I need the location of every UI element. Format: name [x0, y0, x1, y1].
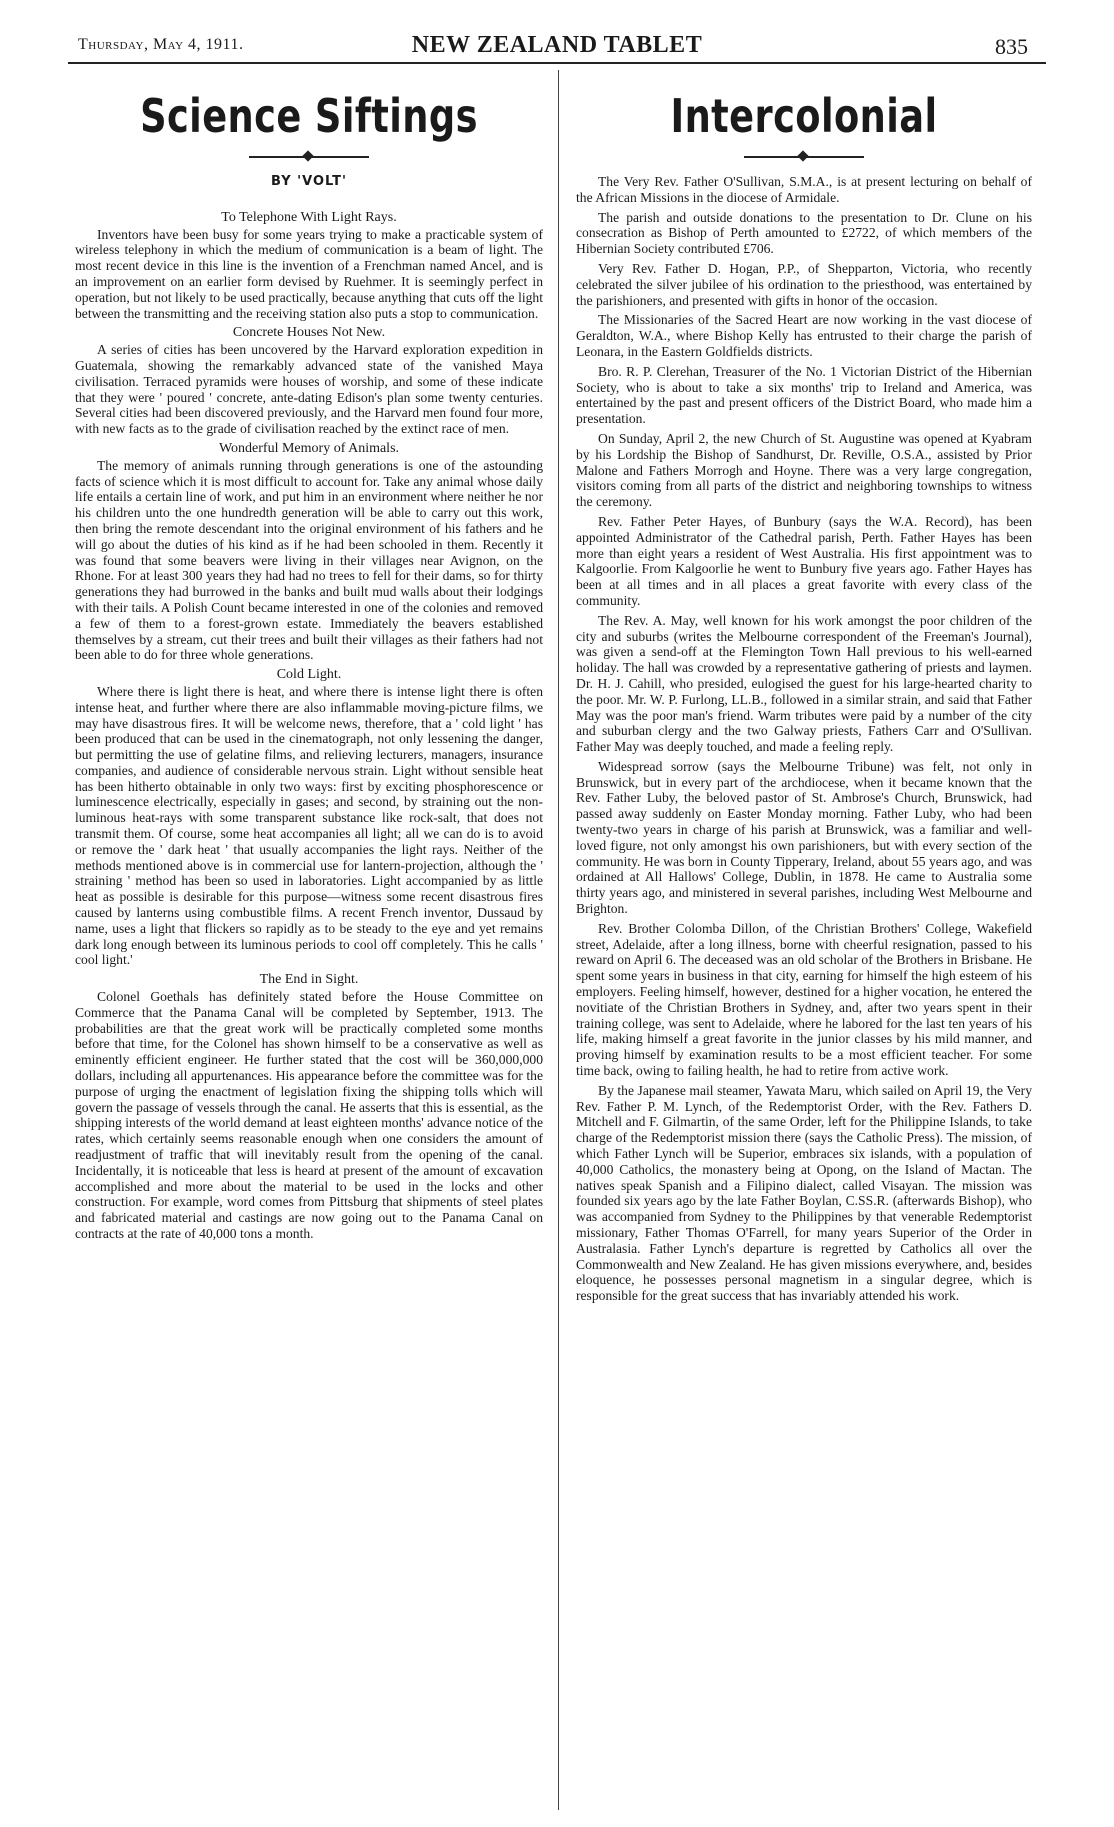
article-paragraph: Where there is light there is heat, and where there is intense light there is often intense heat, and further where there are also inflammable moving-picture films, we may have disastrous fires. It will be welcome news, therefore, that a ' cold light ' has been produced that can be used in the cinematograph, not only lessening the danger, but permitting the use of gelatine films, and relieving lecturers, managers, insurance companies, and audience of considerable nervous strain. Light without sensible heat has been hitherto obtainable in only two ways: first by exciting phosphorescence or luminescence electrically, especially in gases; and second, by straining out the non-luminous heat-rays with some transparent substance like rock-salt, that does not transmit them. Of course, some heat accompanies all light; all we can do is to avoid or remove the ' dark heat ' that usually accompanies the light rays. Neither of the methods mentioned above is in commercial use for lantern-projection, although the ' straining ' method has been so used in laboratories. Light accompanied by as little heat as possible is desirable for this purpose—witness some recent disastrous fires caused by lanterns using combustible films. A recent French inventor, Dussaud by name, uses a light that flickers so rapidly as to be steady to the eye and yet remains dark long enough between its luminous periods to cool off completely. This he calls ' cool light.' — [75, 683, 543, 968]
intercolonial-column — [576, 74, 1032, 1814]
news-item: On Sunday, April 2, the new Church of St. Augustine was opened at Kyabram by his Lordship the Bishop of Sandhurst, Dr. Reville, O.S.A., assisted by Prior Malone and Fathers Morrogh and Hoyne. There was a very large congregation, visitors coming from all parts of the district and neighboring townships to witness the ceremony. — [576, 430, 1032, 510]
science-siftings-column — [75, 74, 543, 1814]
ornament-divider — [249, 150, 369, 164]
news-item: Rev. Father Peter Hayes, of Bunbury (says the W.A. Record), has been appointed Administrator of the Cathedral parish, Perth. Father Hayes has been more than eight years a resident of West Australia. His first appointment was to Kalgoorlie. From Kalgoorlie he went to Bunbury five years ago. Father Hayes has been at all times and in all places a great favorite with every class of the community. — [576, 513, 1032, 608]
news-item: Widespread sorrow (says the Melbourne Tribune) was felt, not only in Brunswick, but in every part of the archdiocese, when it became known that the Rev. Father Luby, the beloved pastor of St. Ambrose's Church, Brunswick, had passed away suddenly on Easter Monday morning. Father Luby, who had been twenty-two years in charge of his parish at Brunswick, was a familiar and well-loved figure, not only amongst his own parishioners, but with every section of the community. He was born in County Tipperary, Ireland, about 55 years ago, and was ordained at All Hallows' College, Dublin, in 1878. He came to Australia some thirty years ago, and ministered in several parishes, including West Melbourne and Brighton. — [576, 758, 1032, 917]
section-title-intercolonial: Intercolonial — [670, 89, 938, 143]
column-divider — [558, 70, 559, 1810]
news-item: Bro. R. P. Clerehan, Treasurer of the No. 1 Victorian District of the Hibernian Society, who is about to take a six months' trip to Ireland and America, was entertained by the past and present officers of the District Board, who made him a presentation. — [576, 363, 1032, 427]
news-item: The parish and outside donations to the presentation to Dr. Clune on his consecration as Bishop of Perth amounted to £2722, of which members of the Hibernian Society contributed £706. — [576, 209, 1032, 257]
header-title: NEW ZEALAND TABLET — [411, 32, 703, 58]
ornament-divider — [744, 150, 864, 164]
subheading-cold-light: Cold Light. — [276, 667, 342, 683]
subheading-telephone: To Telephone With Light Rays. — [221, 209, 397, 225]
article-paragraph: Inventors have been busy for some years trying to make a practicable system of wireless telephony in which the medium of communication is a beam of light. The most recent device in this line is the invention of a Frenchman named Ancel, and is an improvement on an earlier form devised by Ruehmer. It is seemingly perfect in operation, but not likely to be used practically, because anything that cuts off the light between the transmitting and the receiving station also puts a stop to communication. — [75, 226, 543, 321]
subheading-memory: Wonderful Memory of Animals. — [218, 440, 400, 456]
section-title-science-siftings: Science Siftings — [140, 89, 478, 143]
header-rule — [68, 62, 1046, 64]
news-item: Very Rev. Father D. Hogan, P.P., of Shepparton, Victoria, who recently celebrated the silver jubilee of his ordination to the priesthood, was entertained by the parishioners, and presented with gifts in honor of the occasion. — [576, 260, 1032, 308]
article-paragraph: A series of cities has been uncovered by the Harvard exploration expedition in Guatemala, showing the remarkably advanced state of the vanished Maya civilisation. Terraced pyramids were houses of worship, and some of these indicate that they were ' poured ' concrete, ante-dating Edison's plan some twenty centuries. Several cities had been discovered previously, and the Harvard men found four more, with new facts as to the grade of civilisation reached by the extinct race of men. — [75, 342, 543, 437]
page-number: 835 — [995, 34, 1028, 59]
news-item: By the Japanese mail steamer, Yawata Maru, which sailed on April 19, the Very Rev. Father P. M. Lynch, of the Redemptorist Order, with the Rev. Fathers D. Mitchell and F. Gilmartin, of the same Order, left for the Philippine Islands, to take charge of the Redemptorist mission there (says the Catholic Press). The mission, of which Father Lynch will be Superior, embraces six islands, with a population of 40,000 Catholics, the monastery being at Opong, on the Island of Mactan. The natives speak Spanish and a Filipino dialect, called Visayan. The mission was founded six years ago by the late Father Boylan, C.SS.R. (afterwards Bishop), who was accompanied from Sydney to the Philippines by that venerable Redemptorist missionary, Father Thomas O'Farrell, for many years Superior of the Order in Australasia. Father Lynch's departure is regretted by Catholics all over the Commonwealth and New Zealand. He has given missions everywhere, and, besides eloquence, he possesses personal magnetism in a singular degree, which is responsible for the great success that has invariably attended his work. — [576, 1082, 1032, 1304]
news-item: Rev. Brother Colomba Dillon, of the Christian Brothers' College, Wakefield street, Adelaide, after a long illness, borne with cheerful resignation, passed to his reward on April 6. The deceased was an old scholar of the Brothers in Brisbane. He spent some years in business in that city, earning for himself the high esteem of his employers. Feeling himself, however, destined for a higher vocation, he entered the novitiate of the Christian Brothers in Sydney, and, after two years spent in their training college, was sent to Adelaide, where he labored for the last ten years of his life, making himself a great favorite in the junior classes by his mild manner, and proving himself by examination results to be a most efficient teacher. For some time back, owing to failing health, he had to retire from active work. — [576, 920, 1032, 1079]
subheading-concrete: Concrete Houses Not New. — [232, 325, 386, 341]
article-paragraph: The memory of animals running through generations is one of the astounding facts of science which it is most difficult to account for. Take any animal whose daily life entails a certain line of work, and put him in an environment where neither he nor his children unto the one hundredth generation will be able to carry out this work, then bring the remote descendant into the original environment of his fathers and he will go about the duties of his kind as if he had been schooled in them. Recently it was found that some beavers were living in their villages near Avignon, on the Rhone. For at least 300 years they had had no trees to fell for their dams, so for thirty generations they had burrowed in the banks and built mud walls about their lodgings with their tails. A Polish Count became interested in one of the colonies and removed a few of them to a forest-grown estate. Immediately the beavers established themselves by a stream, cut their trees and built their villages as their fathers had not been able to do for three whole generations. — [75, 457, 543, 663]
news-item: The Very Rev. Father O'Sullivan, S.M.A., is at present lecturing on behalf of the African Missions in the diocese of Armidale. — [576, 174, 1032, 205]
news-item: The Rev. A. May, well known for his work amongst the poor children of the city and suburbs (writes the Melbourne correspondent of the Freeman's Journal), was given a send-off at the Flemington Town Hall previous to his well-earned holiday. The hall was crowded by a representative gathering of priests and laymen. Dr. H. J. Cahill, who presided, eulogised the guest for his large-hearted charity to the poor. Mr. W. P. Furlong, LL.B., followed in a similar strain, and said that Father May was the poor man's friend. Warm tributes were paid by a number of the city and suburban clergy and the two Galway priests, Fathers Carr and O'Sullivan. Father May was deeply touched, and made a feeling reply. — [576, 612, 1032, 755]
byline: BY 'VOLT' — [271, 174, 347, 189]
news-item: The Missionaries of the Sacred Heart are now working in the vast diocese of Geraldton, W.A., where Bishop Kelly has entrusted to their charge the parish of Leonara, in the Eastern Goldfields districts. — [576, 312, 1032, 359]
article-paragraph: Colonel Goethals has definitely stated before the House Committee on Commerce that the Panama Canal will be completed by September, 1913. The probabilities are that the great work will be practically completed some months before that time, for the Colonel has shown himself to be a conservative as well as eminently efficient engineer. He further stated that the cost will be 360,000,000 dollars, including all appurtenances. His appearance before the committee was for the purpose of urging the enactment of legislation fixing the shipping tolls which will govern the passage of vessels through the canal. He asserts that this is essential, as the shipping interests of the world demand at least eighteen months' advance notice of the rates, which certainly seems reasonable enough when one considers the amount of readjustment of traffic that will inevitably result from the opening of the canal. Incidentally, it is noticeable that less is heard at present of the amount of excavation accomplished and more about the material to be used in the locks and other construction. For example, word comes from Pittsburg that shipments of steel plates and fabricated material and castings are now going out to the Panama Canal on contracts at the rate of 40,000 tons a month. — [75, 989, 543, 1241]
subheading-end-in-sight: The End in Sight. — [259, 972, 359, 988]
header-date: Thursday, May 4, 1911. — [78, 36, 244, 53]
page-header — [68, 28, 1046, 62]
